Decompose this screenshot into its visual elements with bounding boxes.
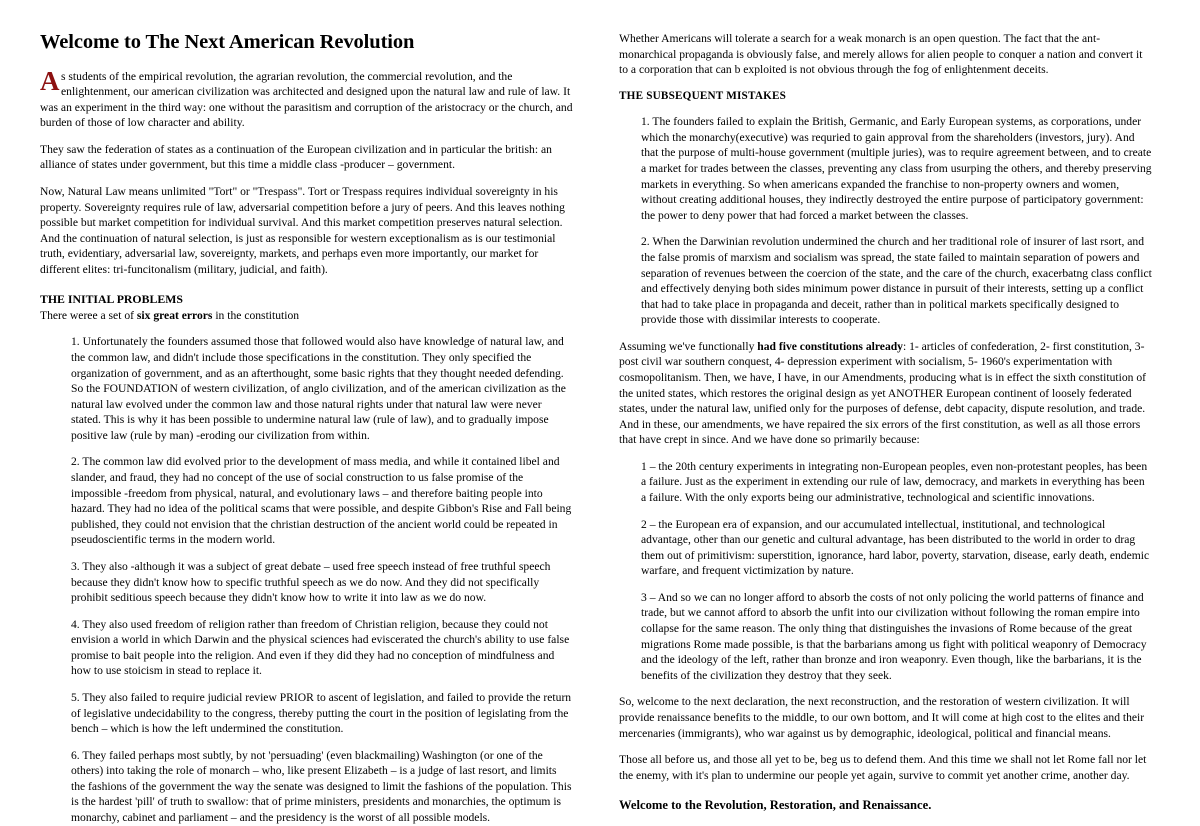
paragraph-five-constitutions	[619, 339, 1152, 448]
lead-bold: six great errors	[136, 308, 213, 322]
paragraph-weak-monarch: Whether Americans will tolerate a search for a weak monarch is an open question. The fact that the ant-monarchical propaganda is obviously false, and merely allows for alien people to conquer a nation and convert it to a corporation that can b exploited is not obvious through the fog of enlightenment deceits.	[619, 32, 1143, 77]
list-item: 2. When the Darwinian revolution undermined the church and her traditional role of insurer of last rsort, and the false promis of marxism and socialism was spread, the state failed to maintain separation of powers and separation of revenues between the coercion of the state, and the care of the church, exacerbatng class conflict and effectively denying both sides minimum power distance in pursuit of their interests, setting up a conflict that had to take place in propaganda and deceit, rather than in political markets specifically designed to provide those with dissimilar interests to cooperate.	[641, 235, 1152, 327]
list-item: 3. They also -although it was a subject of great debate – used free speech instead of free truthful speech because they didn't know how to specific truthful speech as we do now. And they did not specifically prohibit seditious speech because they didn't know how to write it into law as we do now.	[71, 559, 551, 605]
list-item: 2 – the European era of expansion, and our accumulated intellectual, institutional, and technological advantage, other than our genetic and cultural advantage, has been distributed to the world in order to drag them out of primitivism: superstition, ignorance, hard labor, poverty, starvation, disease, early death, endemic warfare, and frequent victimization by nature.	[641, 517, 1150, 578]
paragraph-final: Those all before us, and those all yet to be, beg us to defend them. And this time we shall not let Rome fall nor let the enemy, with it's plan to undermine our people yet again, survive to commit yet another crime, another day.	[619, 753, 1147, 782]
assuming-bold: had five constitutions already	[757, 339, 903, 353]
lead-line-six-errors	[40, 308, 573, 324]
right-column	[619, 30, 1152, 813]
assuming-suffix: : 1- articles of confederation, 2- first constitution, 3- post civil war southern conquest, 4- depression experiment with socialism, 5- 1960's experimentation with cosmopolitanism. Then, we have, I have, in our Amendments, producing what is in effect the sixth constitution of the united states, which restores the original design as yet ANOTHER European continent of loosely federated states, under the natural law, unified only for the purposes of defense, debt capacity, dispute resolution, and trade. And in these, our amendments, we have repaired the six errors of the first constitution, as well as all those errors that have crept in since. And we have done so primarily because:	[619, 339, 1146, 447]
list-item: 4. They also used freedom of religion rather than freedom of Christian religion, because they could not envision a world in which Darwin and the physical sciences had eviscerated the church's ability to use false promise to bait people into the religion. And even if they did they had no conception of mindfulness and how to use stoicism in stead to replace it.	[71, 617, 570, 678]
section-heading-initial-problems: THE INITIAL PROBLEMS	[40, 291, 183, 306]
assuming-prefix: Assuming we've functionally	[619, 339, 758, 353]
left-column	[40, 30, 573, 825]
drop-cap: A	[40, 65, 60, 96]
paragraph-federation: They saw the federation of states as a continuation of the European civilization and in particular the british: an alliance of states under government, but this time a middle class -producer – government.	[40, 142, 552, 172]
paragraph-natural-law: Now, Natural Law means unlimited "Tort" or "Trespass". Tort or Trespass requires individual sovereignty in his property. Sovereignty requires rule of law, adversarial competition before a jury of peers. And this leaves nothing possible but market competition for individual survival. And this market competition preserves natural selection. And the continuation of natural selection, is just as responsible for western exceptionalism as is our testimonial truth, evidentiary, adversarial law, sovereignty, markets, and perhaps even more importantly, our market for different elites: tri-funcitonalism (military, judicial, and faith).	[40, 185, 565, 276]
intro-paragraph-text: s students of the empirical revolution, the agrarian revolution, the commercial revolution, and the enlightenment, our american civilization was architected and designed upon the natural law and rule of law. It was an experiment in the third way: one without the parasitism and corruption of the aristocracy or the church, and burden of those of low character and ability.	[40, 69, 573, 130]
list-item: 3 – And so we can no longer afford to absorb the costs of not only policing the world patterns of finance and trade, but we cannot afford to absorb the unfit into our civilization without following the roman empire into collapse for the same reason. The only thing that distinguishes the invasions of Rome because of the great migrations Rome made possible, is that the barbarians among us fight with political weaponry of Democracy and the ideology of the left, rather than bronze and iron weaponry. Even though, like the barbarians, it is the benefits of the civilization they destroy that they seek.	[641, 590, 1147, 682]
list-item: 2. The common law did evolved prior to the development of mass media, and while it contained libel and slander, and fraud, they had no concept of the use of social construction to us false promise of the impossible -freedom from physical, natural, and evolutionary laws – and therefore baiting people into hazard. They had no idea of the political scams that were possible, and despite Gibbon's Rise and Fall being published, they could not envision that the christian destruction of the ancient world could be repeated in pseudoscientific terms in the modern world.	[71, 455, 572, 547]
closing-line: Welcome to the Revolution, Restoration, and Renaissance.	[619, 798, 932, 813]
section-heading-subsequent-mistakes: THE SUBSEQUENT MISTAKES	[619, 89, 787, 102]
list-item: 1 – the 20th century experiments in integrating non-European peoples, even non-protestant peoples, has been a failure. Just as the experiment in extending our rule of law, democracy, and markets in everything has been a failure. With the only exports being our administrative, technological and scientific innovations.	[641, 459, 1148, 505]
page-title: Welcome to The Next American Revolution	[40, 31, 415, 53]
list-item: 6. They failed perhaps most subtly, by not 'persuading' (even blackmailing) Washington (or one of the others) into taking the role of monarch – who, like present Elizabeth – is a judge of last resort, and limits the fashions of the government the way the senate was designed to limit the fashions of the population. This is the hardest 'pill' of truth to swallow: that of prime ministers, presidents and monarchies, the optimum is monarchy, cabinet and parliament – and the presidency is the worst of all possible models.	[71, 748, 572, 825]
intro-paragraph	[40, 65, 573, 131]
lead-suffix: in the constitution	[212, 308, 300, 322]
paragraph-welcome-declaration: So, welcome to the next declaration, the next reconstruction, and the restoration of western civilization. It will provide renaissance benefits to the middle, to our own bottom, and It will come at high cost to the elites and their mercenaries (immigrants), who war against us by demographic, ideological, political and financial means.	[619, 695, 1145, 740]
list-item: 5. They also failed to require judicial review PRIOR to ascent of legislation, and failed to provide the return of legislative undecidability to the congress, thereby putting the court in the position of legislating from the bench – which is how the left undermined the constitution.	[71, 691, 572, 736]
list-item: 1. The founders failed to explain the British, Germanic, and Early European systems, as corporations, under which the monarchy(executive) was requried to gain approval from the shareholders (investors, jury). And that the purpose of multi-house government (multiple juries), was to require agreement between, and to create a market for trades between the classes, preventing any class from usurping the others, and thereby preserving markets in everything. So when americans expanded the franchise to non-property owners and women, without creating additional houses, they indirectly destroyed the entire purpose of participatory government: the power to deny power that had forced a market between the classes.	[641, 115, 1152, 222]
list-item: 1. Unfortunately the founders assumed those that followed would also have knowledge of natural law, and the common law, and didn't include those specifications in the constitution. They only specified the organization of government, and as an afterthought, some basic rights that they thought needed defending. So the FOUNDATION of western civilization, of anglo civilization, and of the american civilization as the natural law evolved under the common law and those natural rights under that natural law were never stated. This is why it has been possible to undermine natural law (rule of law), and to gradually impose positive law (rule by man) -eroding our civilization from within.	[71, 335, 566, 442]
lead-prefix: There weree a set of	[40, 308, 137, 322]
